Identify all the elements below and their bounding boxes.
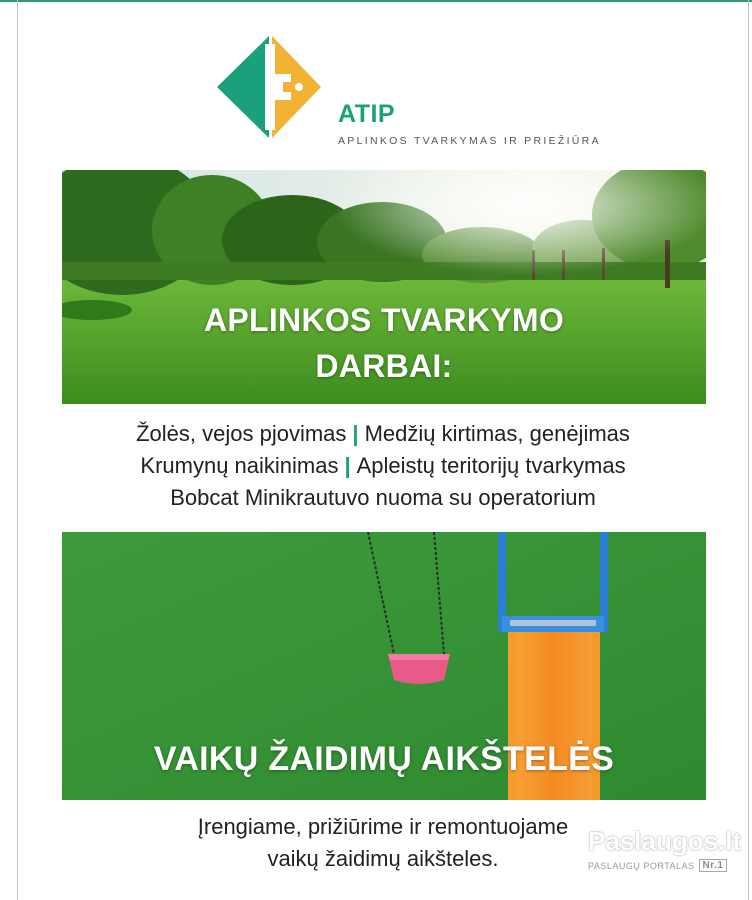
watermark-sub bbox=[588, 859, 728, 872]
section2-heading: VAIKŲ ŽAIDIMŲ AIKŠTELĖS bbox=[153, 740, 615, 778]
separator: | bbox=[344, 453, 351, 478]
watermark-sub-text: PASLAUGŲ PORTALAS bbox=[588, 860, 695, 871]
service-item: Apleistų teritorijų tvarkymas bbox=[356, 453, 626, 478]
service-line-3: Bobcat Minikrautuvo nuoma su operatorium bbox=[170, 485, 596, 510]
atip-logo-icon bbox=[215, 34, 323, 140]
top-border bbox=[0, 0, 752, 2]
right-border bbox=[748, 0, 749, 900]
brand-logo bbox=[215, 34, 601, 147]
service-item: Žolės, vejos pjovimas bbox=[136, 421, 347, 446]
separator: | bbox=[352, 421, 359, 446]
watermark-brand: Paslaugos.lt bbox=[588, 826, 742, 856]
playground-banner bbox=[62, 532, 706, 800]
paslaugos-watermark bbox=[588, 826, 742, 878]
services-list bbox=[18, 418, 748, 514]
park-banner bbox=[62, 170, 706, 404]
brand-tagline: APLINKOS TVARKYMAS IR PRIEŽIŪRA bbox=[338, 135, 601, 147]
desc-line-1: Įrengiame, prižiūrime ir remontuojame bbox=[197, 814, 569, 839]
brand-name: ATIP bbox=[338, 100, 396, 128]
service-item: Krumynų naikinimas bbox=[140, 453, 339, 478]
service-line-2 bbox=[18, 450, 748, 482]
service-item: Medžių kirtimas, genėjimas bbox=[364, 421, 630, 446]
section1-heading-line2: DARBAI: bbox=[315, 348, 453, 384]
watermark-badge: Nr.1 bbox=[699, 859, 728, 872]
section1-heading-line1: APLINKOS TVARKYMO bbox=[203, 302, 565, 338]
service-line-1 bbox=[18, 418, 748, 450]
desc-line-2: vaikų žaidimų aikšteles. bbox=[267, 846, 499, 871]
